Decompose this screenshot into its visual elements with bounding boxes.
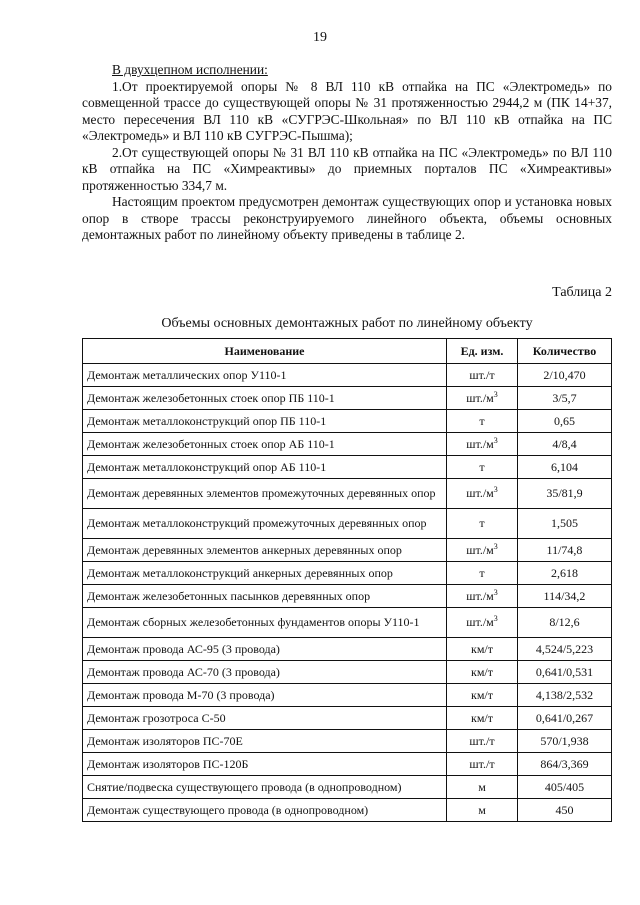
header-name: Наименование xyxy=(83,339,447,364)
cell-name: Демонтаж изоляторов ПС-70Е xyxy=(83,730,447,753)
table-row xyxy=(83,638,612,661)
cell-quantity: 0,65 xyxy=(518,410,612,433)
header-quantity: Количество xyxy=(518,339,612,364)
table-row xyxy=(83,661,612,684)
cell-name: Демонтаж металлоконструкций анкерных деревянных опор xyxy=(83,562,447,585)
cell-quantity: 1,505 xyxy=(518,509,612,539)
cell-unit xyxy=(447,479,518,509)
cell-quantity: 3/5,7 xyxy=(518,387,612,410)
cell-name: Демонтаж металлических опор У110-1 xyxy=(83,364,447,387)
cell-quantity: 11/74,8 xyxy=(518,539,612,562)
cell-unit-superscript: 3 xyxy=(493,389,498,399)
cell-unit-text: шт./т xyxy=(469,756,495,771)
table-row xyxy=(83,753,612,776)
cell-unit-superscript: 3 xyxy=(493,435,498,445)
cell-unit-text: шт./м xyxy=(466,390,494,405)
cell-unit xyxy=(447,562,518,585)
cell-unit-text: шт./т xyxy=(469,733,495,748)
cell-unit-superscript: 3 xyxy=(493,587,498,597)
cell-unit xyxy=(447,364,518,387)
cell-unit-superscript: 3 xyxy=(493,614,498,623)
cell-unit-text: км/т xyxy=(470,641,493,656)
cell-name: Демонтаж изоляторов ПС-120Б xyxy=(83,753,447,776)
cell-unit-text: км/т xyxy=(470,710,493,725)
cell-unit-superscript: 3 xyxy=(493,541,498,551)
cell-unit-text: т xyxy=(479,516,485,530)
cell-name: Демонтаж провода М-70 (3 провода) xyxy=(83,684,447,707)
cell-quantity: 450 xyxy=(518,799,612,822)
cell-name: Демонтаж сборных железобетонных фундаментов опоры У110-1 xyxy=(83,608,447,638)
cell-unit-text: км/т xyxy=(470,687,493,702)
table-row xyxy=(83,387,612,410)
page-number: 19 xyxy=(313,30,327,45)
cell-name: Демонтаж железобетонных пасынков деревянных опор xyxy=(83,585,447,608)
table-row xyxy=(83,562,612,585)
cell-name: Демонтаж деревянных элементов промежуточных деревянных опор xyxy=(83,479,447,509)
cell-name: Демонтаж металлоконструкций промежуточных деревянных опор xyxy=(83,509,447,539)
cell-unit xyxy=(447,661,518,684)
table-row xyxy=(83,509,612,539)
table-row xyxy=(83,539,612,562)
cell-unit xyxy=(447,799,518,822)
cell-unit-text: шт./м xyxy=(466,588,494,603)
cell-unit xyxy=(447,776,518,799)
table-row xyxy=(83,684,612,707)
intro-section xyxy=(82,62,612,244)
cell-unit xyxy=(447,638,518,661)
cell-unit xyxy=(447,707,518,730)
cell-unit xyxy=(447,456,518,479)
cell-unit-text: шт./м xyxy=(466,486,494,500)
intro-item-1: 1.От проектируемой опоры № 8 ВЛ 110 кВ отпайка на ПС «Электромедь» по совмещенной трассе до существующей опоры № 31 протяженностью 2944,2 м (ПК 14+37, место пересечения ВЛ 110 кВ «СУГРЭС-Школьная» по ВЛ 110 кВ отпайка на ПС «Электромедь» и ВЛ 110 кВ СУГРЭС-Пышма); xyxy=(82,78,612,143)
cell-unit-text: т xyxy=(479,565,485,580)
cell-unit xyxy=(447,608,518,638)
cell-name: Демонтаж провода АС-70 (3 провода) xyxy=(83,661,447,684)
cell-name: Демонтаж существующего провода (в однопроводном) xyxy=(83,799,447,822)
cell-unit xyxy=(447,509,518,539)
cell-quantity: 4,138/2,532 xyxy=(518,684,612,707)
intro-heading-text: В двухцепном исполнении: xyxy=(112,62,268,77)
cell-quantity: 6,104 xyxy=(518,456,612,479)
intro-paragraph: Настоящим проектом предусмотрен демонтаж существующих опор и установка новых опор в створе трассы реконструируемого линейного объекта, объемы основных демонтажных работ по линейному объекту приведены в таблице 2. xyxy=(82,194,612,242)
cell-unit-text: шт./т xyxy=(469,367,495,382)
table-row xyxy=(83,799,612,822)
intro-item-2: 2.От существующей опоры № 31 ВЛ 110 кВ отпайка на ПС «Электромедь» по ВЛ 110 кВ отпайка на ПС «Химреактивы» до приемных порталов ПС «Химреактивы» протяженностью 334,7 м. xyxy=(82,144,612,193)
cell-unit-text: шт./м xyxy=(466,436,494,451)
demolition-table xyxy=(82,338,612,822)
table-row xyxy=(83,410,612,433)
cell-unit-text: км/т xyxy=(470,664,493,679)
table-row xyxy=(83,776,612,799)
table-row xyxy=(83,364,612,387)
cell-name: Демонтаж металлоконструкций опор ПБ 110-1 xyxy=(83,410,447,433)
table-row xyxy=(83,585,612,608)
cell-unit-text: шт./м xyxy=(466,542,494,557)
table-row xyxy=(83,433,612,456)
cell-quantity: 0,641/0,267 xyxy=(518,707,612,730)
table-row xyxy=(83,479,612,509)
table-row xyxy=(83,456,612,479)
cell-name: Демонтаж железобетонных стоек опор АБ 110-1 xyxy=(83,433,447,456)
cell-name: Снятие/подвеска существующего провода (в однопроводном) xyxy=(83,776,447,799)
cell-unit xyxy=(447,730,518,753)
table-header-row xyxy=(83,339,612,364)
cell-quantity: 114/34,2 xyxy=(518,585,612,608)
cell-quantity: 2/10,470 xyxy=(518,364,612,387)
table-row xyxy=(83,707,612,730)
header-unit: Ед. изм. xyxy=(447,339,518,364)
cell-unit-superscript: 3 xyxy=(493,485,498,494)
cell-unit xyxy=(447,433,518,456)
cell-quantity: 35/81,9 xyxy=(518,479,612,509)
cell-quantity: 8/12,6 xyxy=(518,608,612,638)
cell-quantity: 0,641/0,531 xyxy=(518,661,612,684)
table-row xyxy=(83,730,612,753)
cell-unit xyxy=(447,684,518,707)
cell-unit xyxy=(447,410,518,433)
cell-quantity: 4,524/5,223 xyxy=(518,638,612,661)
cell-quantity: 864/3,369 xyxy=(518,753,612,776)
cell-unit-text: шт./м xyxy=(466,615,494,629)
cell-quantity: 4/8,4 xyxy=(518,433,612,456)
cell-quantity: 570/1,938 xyxy=(518,730,612,753)
cell-name: Демонтаж провода АС-95 (3 провода) xyxy=(83,638,447,661)
cell-name: Демонтаж металлоконструкций опор АБ 110-1 xyxy=(83,456,447,479)
cell-unit xyxy=(447,387,518,410)
cell-unit-text: м xyxy=(478,779,486,794)
cell-unit-text: т xyxy=(479,413,485,428)
cell-quantity: 405/405 xyxy=(518,776,612,799)
table-label: Таблица 2 xyxy=(552,285,612,300)
cell-unit xyxy=(447,585,518,608)
table-row xyxy=(83,608,612,638)
table-body xyxy=(83,364,612,822)
cell-name: Демонтаж железобетонных стоек опор ПБ 110-1 xyxy=(83,387,447,410)
cell-unit-text: м xyxy=(478,802,486,817)
cell-unit xyxy=(447,539,518,562)
cell-quantity: 2,618 xyxy=(518,562,612,585)
table-title: Объемы основных демонтажных работ по линейному объекту xyxy=(161,316,533,331)
intro-heading xyxy=(82,62,612,79)
cell-unit xyxy=(447,753,518,776)
cell-name: Демонтаж грозотроса С-50 xyxy=(83,707,447,730)
cell-unit-text: т xyxy=(479,459,485,474)
cell-name: Демонтаж деревянных элементов анкерных деревянных опор xyxy=(83,539,447,562)
